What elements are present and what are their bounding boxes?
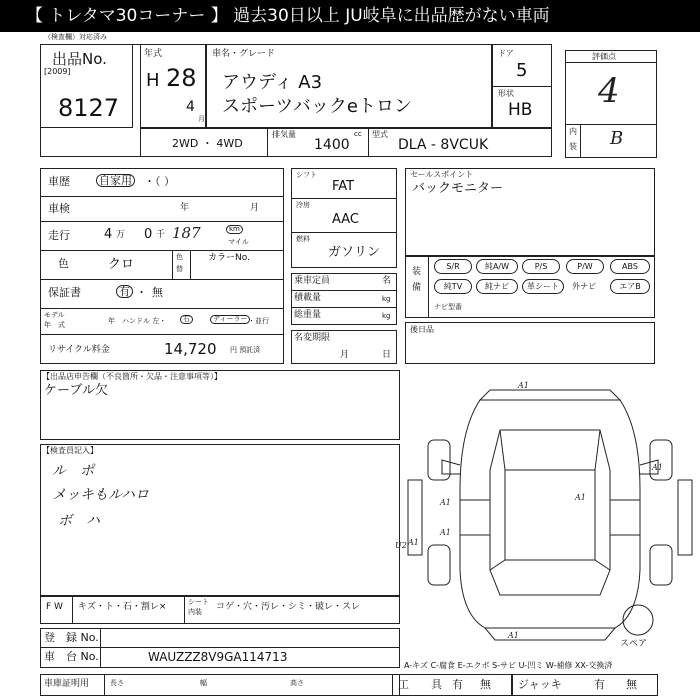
score-label: 評価点 bbox=[592, 52, 616, 61]
equip-airbag: エアB bbox=[610, 279, 650, 294]
model-year-parallel: ・並行 bbox=[248, 317, 269, 325]
mileage-label: 走行 bbox=[48, 229, 70, 242]
damage-mark: A1 bbox=[408, 538, 419, 547]
divider bbox=[100, 628, 101, 668]
model-year-nen: 年 bbox=[108, 317, 115, 325]
mileage-sen: 0 bbox=[144, 227, 153, 242]
damage-mark: U2 bbox=[395, 541, 407, 550]
equip-leather-seat: 革シート bbox=[522, 279, 564, 294]
jack-yes: 有 bbox=[594, 678, 605, 691]
divider bbox=[104, 674, 105, 696]
cert-height: 高さ bbox=[290, 679, 304, 687]
ac-value: AAC bbox=[332, 212, 359, 227]
year-month-unit: 月 bbox=[198, 115, 205, 123]
equip-pw: P/W bbox=[566, 259, 604, 274]
divider bbox=[267, 128, 268, 157]
interior-label-1: 内 bbox=[569, 127, 577, 136]
divider bbox=[291, 232, 397, 233]
damage-mark: A1 bbox=[652, 463, 663, 472]
warranty-no: 無 bbox=[152, 286, 163, 299]
cert-long: 長さ bbox=[110, 679, 124, 687]
divider bbox=[291, 198, 397, 199]
car-diagram bbox=[395, 370, 700, 650]
load-label: 積載量 bbox=[294, 293, 322, 303]
displacement-unit: cc bbox=[354, 130, 362, 138]
history-label: 車歴 bbox=[48, 175, 70, 188]
capacity-label: 乗車定員 bbox=[294, 276, 331, 286]
cert-width: 幅 bbox=[200, 679, 207, 687]
divider bbox=[368, 128, 369, 157]
equip-navi-model: ナビ型番 bbox=[434, 303, 462, 311]
shift-label: シフト bbox=[296, 171, 317, 179]
drive-text: 2WD ・ 4WD bbox=[172, 137, 243, 150]
inspector-note-3: ボ ハ bbox=[58, 513, 100, 529]
registration-label: 登 録 No. bbox=[44, 631, 99, 644]
color-no-label: カラーNo. bbox=[208, 253, 250, 263]
divider bbox=[40, 334, 284, 335]
defect-notes-label: 【出品店申告欄（不良箇所・欠品・注意事項等）】 bbox=[42, 372, 222, 381]
equip-tv: 純TV bbox=[434, 279, 472, 294]
tools-no: 無 bbox=[480, 678, 491, 691]
year-month: 4 bbox=[186, 99, 195, 115]
divider bbox=[40, 196, 284, 197]
equipment-label-1: 装 bbox=[412, 267, 422, 277]
divider bbox=[40, 221, 284, 222]
divider bbox=[184, 596, 185, 624]
doors-value: 5 bbox=[516, 60, 528, 81]
inspector-label: 【検査員記入】 bbox=[42, 446, 98, 455]
recycle-label: リサイクル料金 bbox=[48, 345, 110, 355]
lot-stamp: [2009] bbox=[44, 67, 71, 76]
history-rest: ・（ ） bbox=[144, 175, 175, 188]
interior-label-2: 装 bbox=[569, 142, 577, 151]
seat-items: コゲ・穴・汚レ・シミ・破レ・スレ bbox=[216, 602, 361, 612]
shape-label: 形状 bbox=[498, 89, 514, 98]
mileage-man-unit: 万 bbox=[116, 230, 126, 240]
divider bbox=[172, 250, 173, 279]
mileage-mile: マイル bbox=[228, 238, 249, 246]
displacement-value: 1400 bbox=[314, 137, 350, 153]
jack-label: ジャッキ bbox=[518, 678, 562, 691]
equip-sr: S/R bbox=[434, 259, 472, 274]
equip-ps: P/S bbox=[522, 259, 560, 274]
equipment-label-2: 備 bbox=[412, 283, 422, 293]
tools-yes: 有 bbox=[452, 678, 463, 691]
warranty-dot: ・ bbox=[136, 286, 147, 299]
year-label: 年式 bbox=[144, 49, 163, 59]
banner-title: 【 トレタマ30コーナー 】 過去30日以上 JU岐阜に出品歴がない車両 bbox=[0, 0, 700, 32]
interior-value: B bbox=[610, 128, 624, 149]
header-sub: （検査欄）対応済み bbox=[44, 33, 107, 41]
fuel-label: 燃料 bbox=[296, 235, 310, 243]
shift-value: FAT bbox=[332, 179, 355, 194]
displacement-label: 排気量 bbox=[272, 130, 296, 139]
ac-label: 冷房 bbox=[296, 201, 310, 209]
equip-alloy-wheel: 純A/W bbox=[476, 259, 518, 274]
model-year-label-2: 年 式 bbox=[44, 321, 65, 329]
divider bbox=[40, 647, 400, 648]
divider bbox=[565, 124, 657, 125]
divider bbox=[190, 250, 191, 279]
year-era: H bbox=[146, 70, 160, 91]
damage-mark: A1 bbox=[440, 498, 451, 507]
mileage-sen-unit: 千 bbox=[156, 230, 166, 240]
deadline-label: 名変期限 bbox=[294, 333, 331, 343]
recycle-unit: 円 預託済 bbox=[230, 346, 261, 354]
floor-items: キズ・ト・石・割レ× bbox=[78, 602, 167, 612]
color-sub-1: 色 bbox=[176, 253, 183, 261]
floor-fw: F W bbox=[46, 602, 63, 612]
warranty-label: 保証書 bbox=[48, 286, 81, 299]
weight-unit: kg bbox=[382, 312, 391, 320]
score-value: 4 bbox=[598, 71, 620, 111]
deadline-day: 日 bbox=[382, 350, 392, 360]
shape-value: HB bbox=[508, 100, 533, 120]
inspection-label: 車検 bbox=[48, 202, 70, 215]
aftermarket-label: 後日品 bbox=[410, 325, 434, 334]
divider bbox=[40, 279, 284, 280]
color-value: クロ bbox=[108, 257, 135, 272]
jack-no: 無 bbox=[626, 678, 637, 691]
type-value: DLA - 8VCUK bbox=[398, 137, 489, 153]
seat-label-1: シート bbox=[188, 598, 209, 606]
weight-label: 総重量 bbox=[294, 310, 322, 320]
inspection-year: 年 bbox=[180, 203, 190, 213]
model-label: 車名・グレード bbox=[212, 49, 276, 59]
selling-point-value: バックモニター bbox=[412, 181, 504, 196]
mileage-km: km bbox=[226, 225, 243, 234]
cert-label: 車庫証明用 bbox=[44, 679, 90, 689]
damage-mark: A1 bbox=[575, 493, 586, 502]
defect-notes-value: ケーブル欠 bbox=[44, 383, 108, 398]
model-year-handle: ハンドル 左・ bbox=[122, 317, 167, 325]
recycle-value: 14,720 bbox=[164, 340, 217, 358]
capacity-unit: 名 bbox=[382, 276, 392, 286]
warranty-yes: 有 bbox=[116, 285, 133, 298]
spare-label: スペア bbox=[620, 639, 648, 649]
chassis-value: WAUZZZ8V9GA114713 bbox=[148, 650, 288, 664]
divider bbox=[40, 308, 284, 309]
inspector-note-2: メッキもルハロ bbox=[52, 487, 150, 503]
fuel-value: ガソリン bbox=[328, 245, 381, 260]
mileage-man: 4 bbox=[104, 227, 113, 242]
divider bbox=[291, 290, 397, 291]
history-circled: 自家用 bbox=[96, 174, 135, 187]
doors-label: ドア bbox=[498, 49, 514, 58]
damage-legend: A-キズ C-腐食 E-エクボ S-サビ U-凹ミ W-補修 XX-交換済 bbox=[404, 661, 613, 670]
divider bbox=[428, 256, 429, 318]
divider bbox=[72, 596, 73, 624]
equip-navi: 純ナビ bbox=[476, 279, 518, 294]
aftermarket-cell bbox=[405, 322, 655, 364]
load-unit: kg bbox=[382, 295, 391, 303]
inspector-note-1: ル ポ bbox=[52, 463, 94, 479]
type-label: 型式 bbox=[372, 130, 388, 139]
model-year-right: 右 bbox=[180, 315, 193, 324]
divider bbox=[565, 62, 657, 63]
deadline-month: 月 bbox=[340, 350, 350, 360]
inspection-month: 月 bbox=[250, 203, 260, 213]
damage-mark: A1 bbox=[440, 528, 451, 537]
lot-number: 8127 bbox=[58, 94, 120, 122]
mileage-digits: 187 bbox=[172, 224, 201, 242]
damage-mark: A1 bbox=[508, 631, 519, 640]
chassis-label: 車 台 No. bbox=[44, 650, 99, 663]
divider bbox=[492, 86, 552, 87]
cert-row bbox=[40, 674, 400, 696]
equip-abs: ABS bbox=[610, 259, 650, 274]
divider bbox=[580, 124, 581, 158]
color-sub-2: 替 bbox=[176, 265, 183, 273]
selling-point-label: セールスポイント bbox=[410, 170, 474, 179]
model-name: アウディ A3 bbox=[222, 72, 323, 93]
model-grade: スポーツバックeトロン bbox=[222, 96, 412, 117]
divider bbox=[40, 250, 284, 251]
color-label: 色 bbox=[58, 257, 69, 270]
seat-label-2: 内装 bbox=[188, 608, 202, 616]
equip-aftermarket-navi: 外ナビ bbox=[572, 282, 596, 291]
model-year-label-1: モデル bbox=[44, 311, 65, 319]
model-year-dealer: ディーラー bbox=[210, 315, 250, 324]
year-value: 28 bbox=[166, 64, 197, 92]
lot-label: 出品No. bbox=[52, 50, 107, 68]
damage-mark: A1 bbox=[518, 381, 529, 390]
divider bbox=[291, 307, 397, 308]
tools-label: 工 具 bbox=[398, 678, 442, 691]
